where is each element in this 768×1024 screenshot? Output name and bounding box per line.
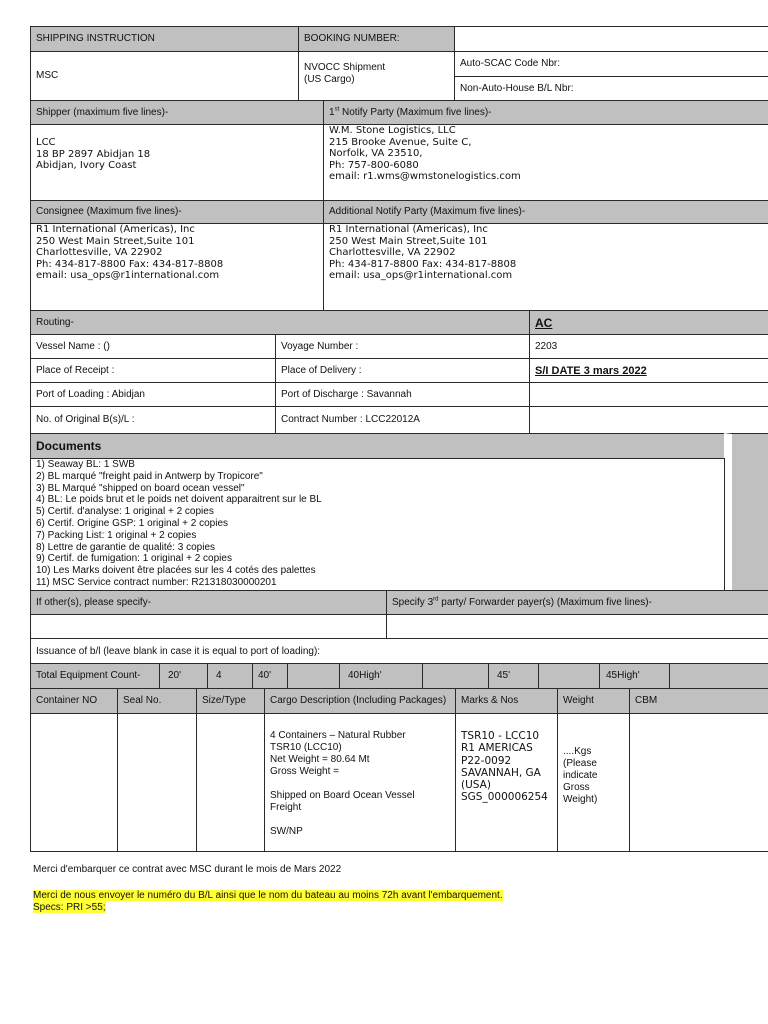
equip-40-value[interactable] [287, 663, 340, 689]
notify-line: W.M. Stone Logistics, LLC [329, 125, 456, 136]
header-seal-no-label: Seal No. [123, 695, 162, 706]
booking-number-text: BOOKING NUMBER: [304, 33, 400, 44]
cargo-description-field[interactable] [264, 713, 456, 852]
booking-number-field[interactable] [454, 26, 768, 52]
footer-note-1: Merci d'embarquer ce contrat avec MSC durant le mois de Mars 2022 [33, 864, 342, 875]
notify-party-header [323, 100, 768, 125]
cargo-description-text: 4 Containers – Natural Rubber TSR10 (LCC10) Net Weight = 80.64 Mt Gross Weight = Shipped on Board Ocean Vessel Freight SW/NP [270, 730, 415, 837]
additional-notify-line: R1 International (Americas), Inc [329, 224, 488, 235]
footer-note-2 [33, 890, 503, 901]
equip-45-label-cell [488, 663, 539, 689]
nvocc-line-1: NVOCC Shipment [304, 62, 386, 73]
booking-number-label [298, 26, 455, 52]
document-item: 2) BL marqué "freight paid in Antwerp by Tropicore" [36, 470, 263, 482]
footer-highlight-1: Merci de nous envoyer le numéro du B/L ainsi que le nom du bateau au moins 72h avant l'embarquement. [33, 890, 503, 901]
header-container-no [30, 688, 118, 714]
empty-routing-cell[interactable] [529, 382, 768, 407]
footer-note-3 [33, 902, 106, 913]
equip-40-label: 40' [258, 670, 272, 681]
consignee-line: R1 International (Americas), Inc [36, 224, 195, 235]
weight-text: ....Kgs (Please indicate Gross Weight) [563, 746, 598, 805]
non-auto-house-field[interactable] [454, 76, 768, 101]
carrier-name: MSC [36, 70, 59, 81]
equip-45high-label: 45High' [606, 670, 640, 681]
header-size-type [196, 688, 265, 714]
size-type-field[interactable] [196, 713, 265, 852]
vessel-name-field[interactable] [30, 334, 276, 359]
equip-45high-label-cell [599, 663, 670, 689]
equipment-label: Total Equipment Count- [36, 670, 141, 681]
place-of-receipt-label: Place of Receipt : [36, 364, 115, 376]
marks-text: TSR10 - LCC10 R1 AMERICAS P22-0092 SAVANNAH, GA (USA) SGS_000006254 [461, 730, 548, 804]
third-party-field[interactable] [386, 614, 768, 639]
shipper-header [30, 100, 324, 125]
original-bl-label: No. of Original B(s)/L : [36, 414, 135, 425]
contract-number-label: Contract Number : LCC22012A [281, 414, 420, 425]
header-marks [455, 688, 558, 714]
consignee-label: Consignee (Maximum five lines)- [36, 206, 182, 217]
shipper-line: Abidjan, Ivory Coast [36, 160, 137, 171]
additional-notify-address[interactable] [323, 223, 768, 311]
port-of-loading-field[interactable] [30, 382, 276, 407]
shipper-address[interactable] [30, 124, 324, 201]
others-field[interactable] [30, 614, 387, 639]
equip-40high-label: 40High' [348, 670, 382, 681]
others-header [30, 590, 387, 615]
non-auto-house-label: Non-Auto-House B/L Nbr: [460, 82, 574, 94]
cbm-field[interactable] [629, 713, 768, 852]
weight-field[interactable] [557, 713, 630, 852]
port-of-loading-label: Port of Loading : Abidjan [36, 388, 145, 400]
equip-45-label: 45' [497, 670, 511, 681]
document-item: 7) Packing List: 1 original + 2 copies [36, 529, 197, 541]
document-item: 4) BL: Le poids brut et le poids net doivent apparaitrent sur le BL [36, 494, 322, 506]
header-cbm [629, 688, 768, 714]
si-date: S/I DATE 3 mars 2022 [535, 364, 647, 377]
consignee-header [30, 200, 324, 224]
notify-line: Norfolk, VA 23510, [329, 148, 423, 159]
port-of-discharge-field[interactable] [275, 382, 530, 407]
voyage-number-field[interactable] [275, 334, 530, 359]
equip-20-label-cell [159, 663, 208, 689]
notify-line: Ph: 757-800-6080 [329, 159, 419, 171]
empty-contract-cell[interactable] [529, 406, 768, 434]
routing-header [30, 310, 530, 335]
notify-line: 215 Brooke Avenue, Suite C, [329, 136, 472, 148]
ac-cell [529, 310, 768, 335]
document-item: 5) Certif. d'analyse: 1 original + 2 copies [36, 506, 214, 518]
nvocc-cell [298, 51, 455, 101]
equip-40-label-cell [252, 663, 288, 689]
equipment-label-cell [30, 663, 160, 689]
vessel-name-label: Vessel Name : () [36, 340, 110, 352]
documents-list[interactable] [30, 458, 725, 591]
original-bl-count-field[interactable] [30, 406, 276, 434]
documents-title: Documents [36, 439, 102, 453]
header-container-no-label: Container NO [36, 695, 98, 706]
third-party-header [386, 590, 768, 615]
header-cargo-description [264, 688, 456, 714]
voyage-number-label: Voyage Number : [281, 340, 359, 352]
shipping-instruction-label: SHIPPING INSTRUCTION [36, 33, 155, 44]
header-seal-no [117, 688, 197, 714]
header-weight [557, 688, 630, 714]
equip-45-value[interactable] [538, 663, 600, 689]
additional-notify-label: Additional Notify Party (Maximum five lines)- [329, 206, 526, 217]
port-of-discharge-label: Port of Discharge : Savannah [281, 388, 412, 400]
document-item: 11) MSC Service contract number: R21318030000201 [36, 576, 277, 588]
place-of-delivery-field[interactable] [275, 358, 530, 383]
additional-notify-line: Ph: 434-817-8800 Fax: 434-817-8808 [329, 258, 517, 270]
header-cbm-label: CBM [635, 695, 658, 706]
voyage-value: 2203 [535, 340, 558, 352]
document-item: 1) Seaway BL: 1 SWB [36, 459, 135, 470]
equip-20-count: 4 [216, 670, 222, 681]
equip-20-label: 20' [168, 670, 182, 681]
notify-party-address[interactable] [323, 124, 768, 201]
shipping-instruction-title [30, 26, 299, 52]
document-item: 6) Certif. Origine GSP: 1 original + 2 copies [36, 517, 229, 529]
additional-notify-line: 250 West Main Street,Suite 101 [329, 235, 488, 247]
header-size-type-label: Size/Type [202, 695, 246, 706]
consignee-line: Ph: 434-817-8800 Fax: 434-817-8808 [36, 258, 224, 270]
routing-label: Routing- [36, 316, 74, 328]
si-date-cell [529, 358, 768, 383]
notify-party-label: 1st Notify Party (Maximum five lines)- [329, 106, 492, 118]
header-marks-label: Marks & Nos [461, 695, 519, 706]
others-label: If other(s), please specify- [36, 596, 152, 608]
document-item: 8) Lettre de garantie de qualité: 3 copies [36, 541, 216, 553]
consignee-address[interactable] [30, 223, 324, 311]
ac-label: AC [535, 315, 553, 330]
place-of-receipt-field[interactable] [30, 358, 276, 383]
shipper-line: LCC [36, 137, 56, 148]
consignee-line: email: usa_ops@r1international.com [36, 270, 220, 281]
document-item: 3) BL Marqué "shipped on board ocean vessel" [36, 482, 245, 494]
equip-45high-value[interactable] [669, 663, 768, 689]
footer-highlight-2: Specs: PRI >55; [33, 902, 106, 913]
container-no-field[interactable] [30, 713, 118, 852]
issuance-field[interactable] [30, 638, 768, 664]
additional-notify-header [323, 200, 768, 224]
seal-no-field[interactable] [117, 713, 197, 852]
equip-40high-label-cell [339, 663, 423, 689]
equip-40high-value[interactable] [422, 663, 489, 689]
voyage-number-value[interactable] [529, 334, 768, 359]
nvocc-line-2: (US Cargo) [304, 74, 355, 85]
documents-header [30, 433, 753, 459]
issuance-label: Issuance of b/l (leave blank in case it is equal to port of loading): [36, 645, 321, 657]
shipping-instruction-form [30, 26, 768, 852]
contract-number-field[interactable] [275, 406, 530, 434]
document-item: 9) Certif. de fumigation: 1 original + 2 copies [36, 553, 232, 565]
equip-20-value[interactable] [207, 663, 253, 689]
shipper-label: Shipper (maximum five lines)- [36, 106, 169, 118]
document-item: 10) Les Marks doivent être placées sur les 4 cotés des palettes [36, 565, 316, 577]
consignee-line: Charlottesville, VA 22902 [36, 247, 163, 258]
shipper-line: 18 BP 2897 Abidjan 18 [36, 148, 151, 160]
additional-notify-line: Charlottesville, VA 22902 [329, 247, 456, 258]
notify-line: email: r1.wms@wmstonelogistics.com [329, 171, 521, 182]
third-party-label: Specify 3rd party/ Forwarder payer(s) (Maximum five lines)- [392, 596, 652, 608]
place-of-delivery-label: Place of Delivery : [281, 364, 362, 376]
header-cargo-description-label: Cargo Description (Including Packages) [270, 695, 447, 706]
marks-field[interactable] [455, 713, 558, 852]
header-weight-label: Weight [563, 695, 594, 706]
consignee-line: 250 West Main Street,Suite 101 [36, 235, 195, 247]
auto-scac-field[interactable] [454, 51, 768, 77]
carrier-cell [30, 51, 299, 101]
additional-notify-line: email: usa_ops@r1international.com [329, 270, 513, 281]
documents-side-bar [724, 433, 768, 591]
auto-scac-label: Auto-SCAC Code Nbr: [460, 58, 561, 69]
